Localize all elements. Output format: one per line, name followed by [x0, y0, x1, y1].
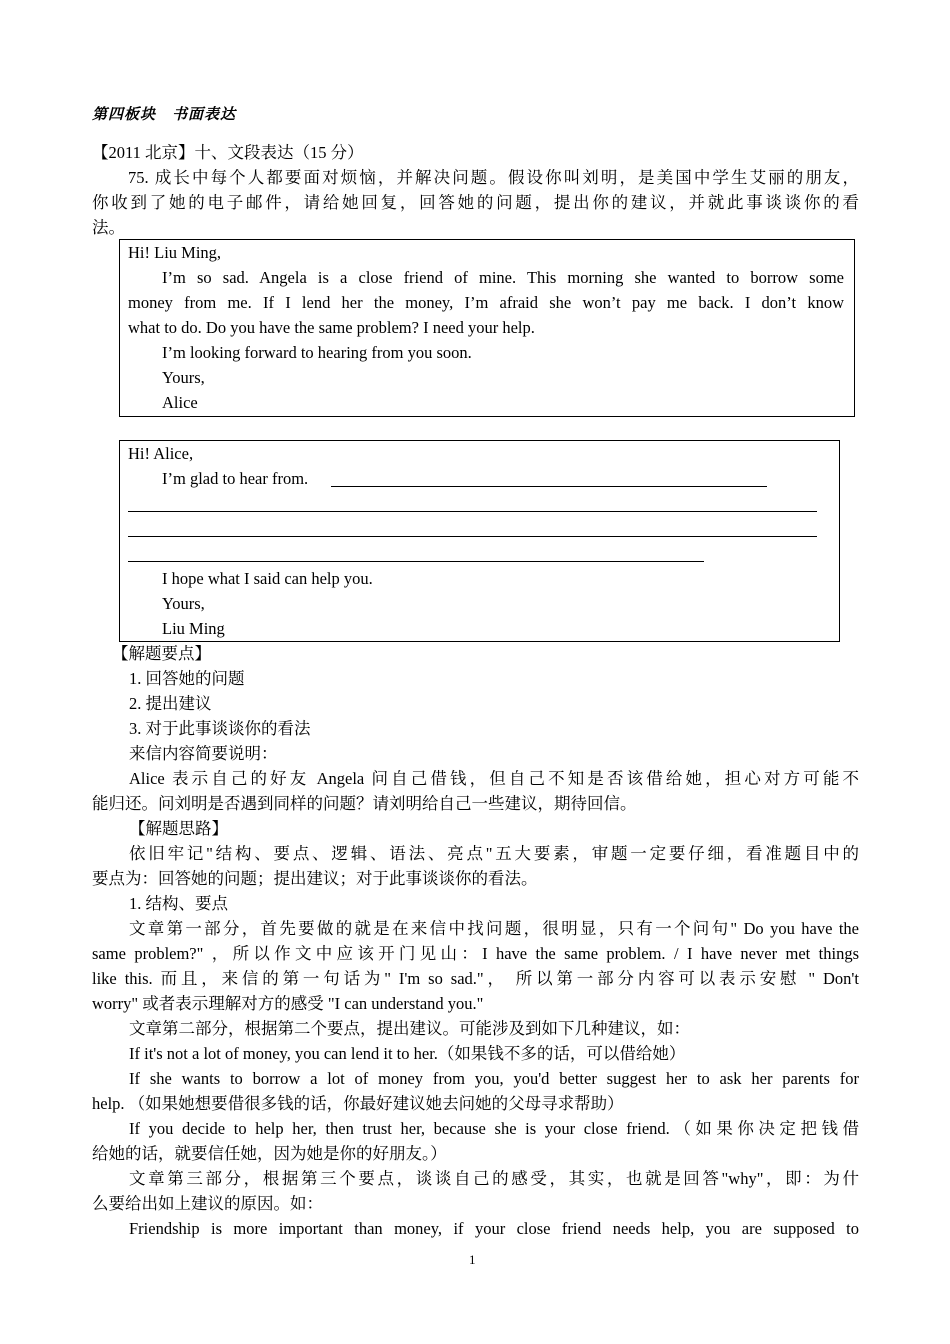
answer-blank-line-2[interactable]: [128, 511, 817, 512]
alice-greeting: Hi! Liu Ming,: [128, 243, 222, 262]
reply-opening: I’m glad to hear from.: [162, 469, 309, 488]
summary-title: 来信内容简要说明：: [129, 744, 278, 763]
alice-body-2: money from me. If I lend her the money, I’m afraid she won’t pay me back. I don’t know: [128, 293, 844, 312]
alice-body-1: I’m so sad. Angela is a close friend of mine. This morning she wanted to borrow some: [162, 268, 844, 287]
approach-subheading: 1. 结构、要点: [129, 894, 228, 913]
approach-p2-line-3: like this. 而且，来信的第一句话为" I'm so sad."， 所以第一部分内容可以表示安慰 " Don't: [92, 969, 859, 988]
alice-closing: Yours,: [162, 368, 205, 387]
page-number: 1: [469, 1252, 476, 1267]
approach-p3-line-2: If it's not a lot of money, you can lend it to her.（如果钱不多的话，可以借给她）: [129, 1044, 686, 1063]
approach-p2-line-2: same problem?" ，所以作文中应该开门见山：I have the same problem. / I have never met things: [92, 944, 859, 963]
approach-title: 【解题思路】: [129, 819, 228, 838]
reply-greeting: Hi! Alice,: [128, 444, 194, 463]
reply-hope: I hope what I said can help you.: [162, 569, 373, 588]
question-header: 【2011 北京】十、文段表达（15 分）: [92, 143, 364, 162]
alice-body-4: I’m looking forward to hearing from you soon.: [162, 343, 472, 362]
answer-blank-line-3[interactable]: [128, 536, 817, 537]
summary-line-1: Alice 表示自己的好友 Angela 问自己借钱，但自己不知是否该借给她，担心对方可能不: [129, 769, 859, 788]
prompt-line-1: 75. 成长中每个人都要面对烦恼，并解决问题。假设你叫刘明，是美国中学生艾丽的朋友，: [128, 168, 859, 187]
key-point-item: 1. 回答她的问题: [129, 669, 245, 688]
approach-p3-line-4: help. （如果她想要借很多钱的话，你最好建议她去问她的父母寻求帮助）: [92, 1094, 624, 1113]
reply-signature: Liu Ming: [162, 619, 225, 638]
approach-p1-line-1: 依旧牢记"结构、要点、逻辑、语法、亮点"五大要素，审题一定要仔细，看准题目中的: [129, 844, 859, 863]
approach-p3-line-3: If she wants to borrow a lot of money from you, you'd better suggest her to ask her parents for: [129, 1069, 859, 1088]
approach-p4-line-1: 文章第三部分，根据第三个要点，谈谈自己的感受，其实，也就是回答"why"，即：为什: [129, 1169, 859, 1188]
approach-p1-line-2: 要点为：回答她的问题；提出建议；对于此事谈谈你的看法。: [92, 869, 538, 888]
approach-p3-line-6: 给她的话，就要信任她，因为她是你的好朋友。）: [92, 1144, 447, 1163]
alice-body-3: what to do. Do you have the same problem? I need your help.: [128, 318, 535, 337]
approach-p4-line-2: 么要给出如上建议的原因。如：: [92, 1194, 323, 1213]
key-point-item: 2. 提出建议: [129, 694, 212, 713]
answer-blank-line-1[interactable]: [331, 486, 767, 487]
summary-line-2: 能归还。问刘明是否遇到同样的问题？请刘明给自己一些建议，期待回信。: [92, 794, 637, 813]
key-points-title: 【解题要点】: [112, 644, 211, 663]
approach-p2-line-4: worry" 或者表示理解对方的感受 "I can understand you.": [92, 994, 484, 1013]
approach-p2-line-1: 文章第一部分，首先要做的就是在来信中找问题，很明显，只有一个问句" Do you have the: [129, 919, 859, 938]
key-point-item: 3. 对于此事谈谈你的看法: [129, 719, 311, 738]
reply-closing: Yours,: [162, 594, 205, 613]
approach-p4-line-3: Friendship is more important than money, if your close friend needs help, you are supposed to: [129, 1219, 859, 1238]
alice-signature: Alice: [162, 393, 198, 412]
prompt-line-3: 法。: [92, 218, 125, 237]
section-heading: 第四板块 书面表达: [92, 105, 237, 123]
prompt-line-2: 你收到了她的电子邮件，请给她回复，回答她的问题，提出你的建议，并就此事谈谈你的看: [92, 193, 859, 212]
approach-p3-line-5: If you decide to help her, then trust her, because she is your close friend.（如果你决定把钱借: [129, 1119, 859, 1138]
answer-blank-line-4[interactable]: [128, 561, 704, 562]
approach-p3-line-1: 文章第二部分，根据第二个要点，提出建议。可能涉及到如下几种建议，如：: [129, 1019, 690, 1038]
